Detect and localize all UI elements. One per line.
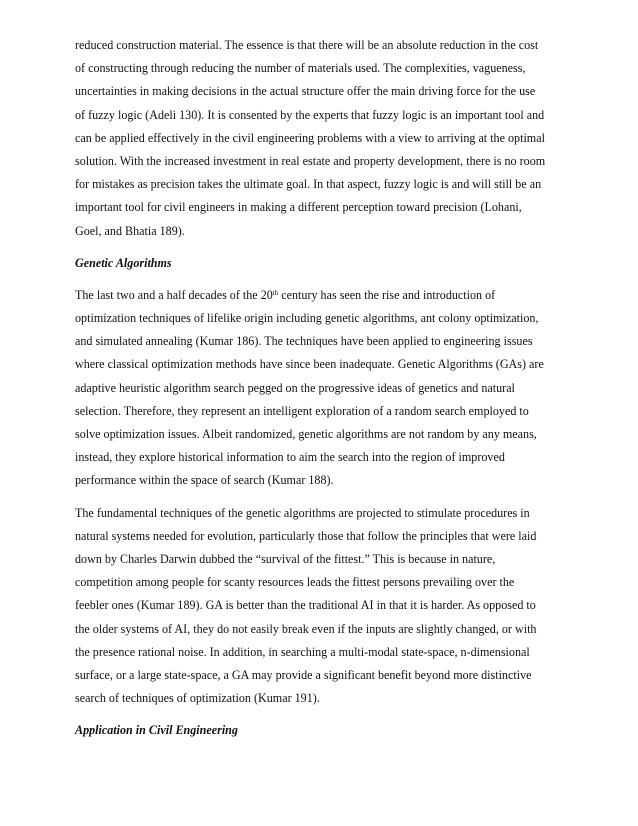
section-heading-genetic-algorithms: Genetic Algorithms [75,255,172,270]
text-line: instead, they explore historical information to aim the search into the region of improved [75,450,505,465]
text-line: The fundamental techniques of the genetic algorithms are projected to stimulate procedures in [75,505,530,520]
text-line: and simulated annealing (Kumar 186). The techniques have been applied to engineering issues [75,334,533,349]
text-line: solution. With the increased investment in real estate and property development, there is no room [75,153,546,168]
text-line: the presence rational noise. In addition, in searching a multi-modal state-space, n-dimensional [75,644,530,659]
text-line: of fuzzy logic (Adeli 130). It is consented by the experts that fuzzy logic is an important tool and [75,107,545,122]
text-line: selection. Therefore, they represent an intelligent exploration of a random search employed to [75,403,529,418]
text-line: feebler ones (Kumar 189). GA is better than the traditional AI in that it is harder. As opposed to [75,598,536,613]
text-line: for mistakes as precision takes the ultimate goal. In that aspect, fuzzy logic is and will still be an [75,177,542,192]
text-line: performance within the space of search (Kumar 188). [75,473,334,488]
section-heading-application-civil-engineering: Application in Civil Engineering [75,723,238,738]
text-line: solve optimization issues. Albeit randomized, genetic algorithms are not random by any means, [75,427,537,441]
text-line: optimization techniques of lifelike origin including genetic algorithms, ant colony optimization, [75,311,539,326]
text-line: of constructing through reducing the number of materials used. The complexities, vagueness, [75,61,526,76]
text-line [75,284,570,307]
text-line: uncertainties in making decisions in the actual structure offer the main driving force for the use [75,84,536,99]
document-page [75,34,570,742]
text-line: reduced construction material. The essence is that there will be an absolute reduction in the cost [75,38,539,52]
text-line: down by Charles Darwin dubbed the “survival of the fittest.” This is because in nature, [75,551,496,566]
text-line: can be applied effectively in the civil engineering problems with a view to arriving at the optimal [75,130,545,145]
text-line: important tool for civil engineers in making a different perception toward precision (Lohani, [75,200,522,215]
text-line: adaptive heuristic algorithm search pegged on the progressive ideas of genetics and natural [75,380,515,395]
paragraph-genetic-algorithms-intro [75,284,570,493]
text-line: Goel, and Bhatia 189). [75,223,185,238]
text-line: the older systems of AI, they do not easily break even if the inputs are slightly changed, or with [75,621,537,636]
text-line: surface, or a large state-space, a GA may provide a significant benefit beyond more distinctive [75,667,532,682]
text-fragment: century has seen the rise and introduction of [278,287,496,302]
paragraph-fuzzy-logic [75,34,570,243]
text-line: where classical optimization methods have since been inadequate. Genetic Algorithms (GAs) are [75,357,544,372]
text-fragment: The last two and a half decades of the 20 [75,287,273,302]
text-line: competition among people for scanty resources leads the fittest persons prevailing over the [75,575,515,590]
paragraph-genetic-algorithms-techniques [75,502,570,711]
ordinal-superscript: th [272,288,279,297]
text-line: search of techniques of optimization (Kumar 191). [75,691,320,706]
text-line: natural systems needed for evolution, particularly those that follow the principles that were laid [75,528,537,543]
